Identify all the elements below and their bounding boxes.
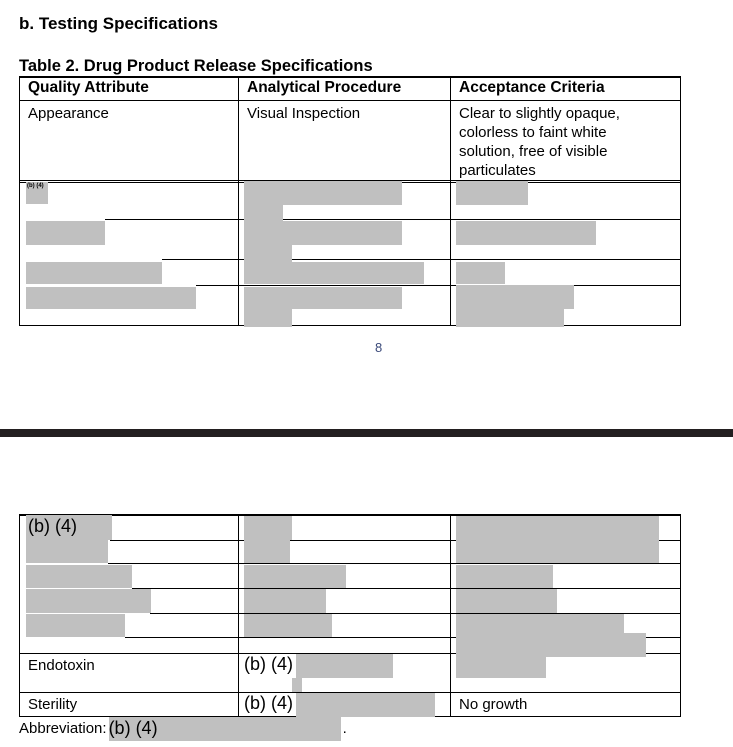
- redaction-box: [26, 614, 125, 637]
- redaction-box: [456, 309, 564, 327]
- header-quality-attribute: Quality Attribute: [28, 79, 149, 96]
- redaction-box: [456, 285, 574, 309]
- table-bottom-border: [19, 325, 681, 326]
- abbreviation-value: (b) (4): [108, 718, 158, 738]
- sterility-criteria: No growth: [459, 696, 528, 713]
- column-border: [450, 76, 451, 326]
- row-divider: [196, 285, 681, 286]
- abbreviation-redaction: [109, 717, 341, 741]
- redaction-box: [456, 221, 596, 245]
- redaction-box: [456, 633, 646, 657]
- appearance-attribute: Appearance: [28, 105, 109, 122]
- header-bottom-border: [19, 100, 681, 101]
- appearance-procedure: Visual Inspection: [247, 105, 361, 122]
- redaction-box: [456, 262, 505, 284]
- abbreviation-period: .: [342, 720, 347, 737]
- redaction-box: [244, 516, 292, 540]
- redaction-box: [296, 654, 393, 678]
- page-number: 8: [375, 340, 383, 355]
- row-divider: [162, 259, 681, 260]
- redaction-box: [456, 565, 553, 588]
- redaction-tag-small: (b) (4): [27, 183, 44, 189]
- page-divider: [0, 429, 733, 437]
- redaction-box: [292, 678, 302, 692]
- header-analytical-procedure: Analytical Procedure: [247, 79, 402, 96]
- sterility-attribute: Sterility: [28, 696, 78, 713]
- redaction-box: [244, 221, 402, 245]
- table-top-border: [19, 76, 681, 78]
- redaction-box: [244, 540, 290, 563]
- sterility-procedure: (b) (4): [244, 693, 293, 713]
- column-border: [238, 514, 239, 717]
- section-heading: b. Testing Specifications: [19, 14, 218, 33]
- redaction-box: [26, 565, 132, 588]
- redaction-box: [456, 589, 557, 613]
- redaction-box: [244, 181, 402, 205]
- column-border: [680, 514, 681, 717]
- redaction-box: [26, 221, 105, 245]
- endotoxin-attribute: Endotoxin: [28, 657, 95, 674]
- redaction-box: [456, 516, 659, 563]
- column-border: [19, 514, 20, 717]
- redaction-box: [244, 245, 292, 262]
- redaction-box: [456, 656, 546, 678]
- redaction-box: [26, 287, 196, 309]
- redaction-box: [456, 181, 528, 205]
- criteria-line: solution, free of visible: [459, 143, 608, 160]
- redaction-box: [26, 262, 162, 284]
- redaction-box: [244, 205, 283, 221]
- abbreviation-label: Abbreviation:: [19, 720, 107, 737]
- criteria-line: particulates: [459, 162, 536, 179]
- column-border: [19, 76, 20, 326]
- abbreviation-line: [19, 717, 347, 741]
- redaction-box: [244, 309, 292, 327]
- redaction-box: [26, 589, 151, 613]
- column-border: [238, 76, 239, 326]
- row-divider: [108, 563, 681, 564]
- table-title: Table 2. Drug Product Release Specifications: [19, 57, 373, 75]
- criteria-line: colorless to faint white: [459, 124, 607, 141]
- header-acceptance-criteria: Acceptance Criteria: [459, 79, 605, 96]
- endotoxin-procedure: (b) (4): [244, 654, 293, 674]
- column-border: [680, 76, 681, 326]
- redaction-box: [26, 540, 108, 563]
- redaction-box: [296, 693, 435, 717]
- appearance-criteria: [459, 104, 620, 180]
- redaction-box: [244, 262, 424, 284]
- redaction-box: [244, 287, 402, 309]
- redaction-tag: (b) (4): [28, 516, 77, 536]
- criteria-line: Clear to slightly opaque,: [459, 105, 620, 122]
- redaction-box: [244, 565, 346, 588]
- column-border: [450, 514, 451, 717]
- redaction-box: [244, 614, 332, 637]
- row-divider: [105, 219, 681, 220]
- row-divider: [132, 588, 681, 589]
- redaction-box: [244, 589, 326, 613]
